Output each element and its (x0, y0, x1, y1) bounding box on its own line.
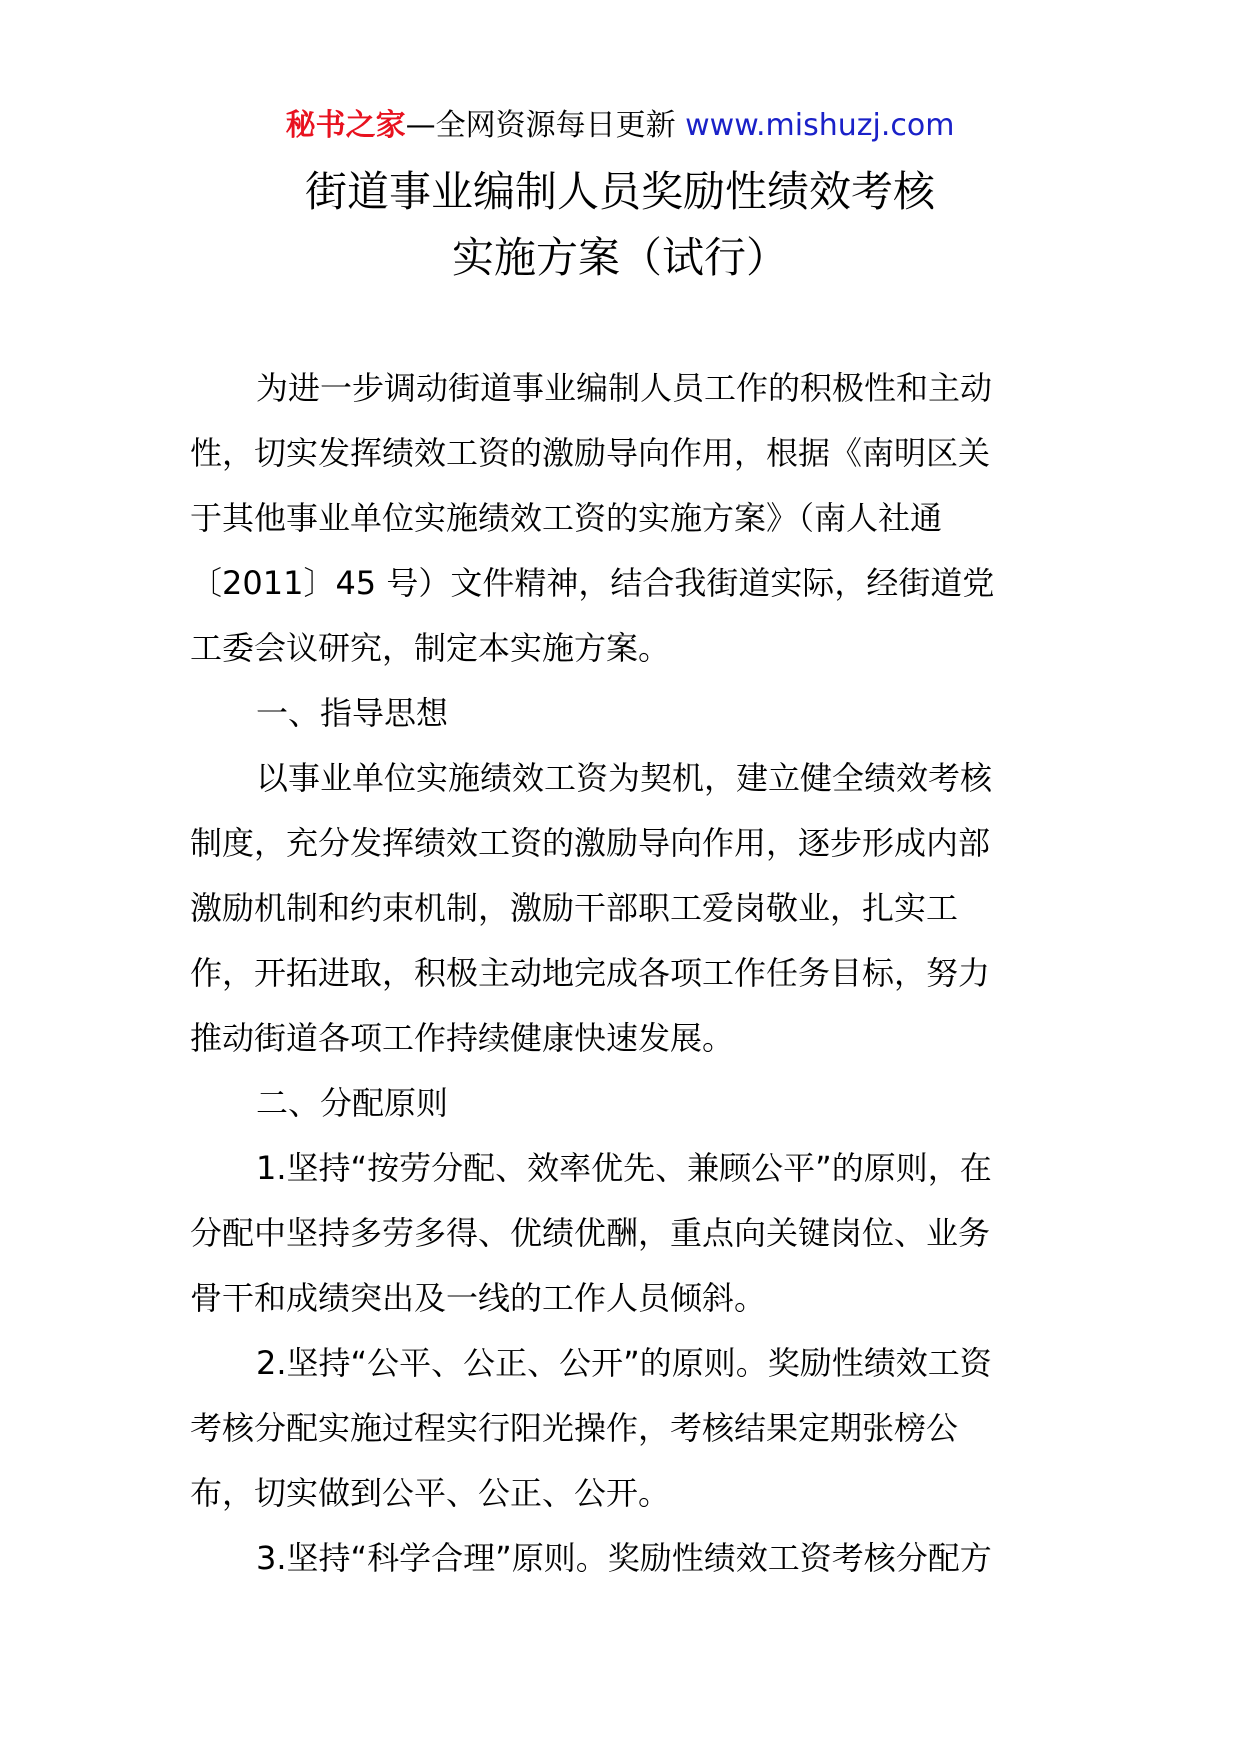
paragraph-ideology-line-2: 制度，充分发挥绩效工资的激励导向作用，逐步形成内部 (190, 824, 991, 862)
paragraph-intro-line-1: 为进一步调动街道事业编制人员工作的积极性和主动 (256, 369, 993, 407)
principle-1-line-2: 分配中坚持多劳多得、优绩优酬，重点向关键岗位、业务 (190, 1214, 991, 1252)
site-header (0, 104, 1240, 148)
principle-2-line-2: 考核分配实施过程实行阳光操作，考核结果定期张榜公 (190, 1409, 959, 1447)
document-title-line-2: 实施方案（试行） (451, 233, 788, 282)
paragraph-ideology-line-4: 作，开拓进取，积极主动地完成各项工作任务目标，努力 (190, 954, 991, 992)
paragraph-ideology-line-5: 推动街道各项工作持续健康快速发展。 (190, 1019, 735, 1057)
brand-name: 秘书之家 (285, 108, 406, 143)
paragraph-ideology-line-1: 以事业单位实施绩效工资为契机，建立健全绩效考核 (256, 759, 993, 797)
principle-2-line-1: 2.坚持“公平、公正、公开”的原则。奖励性绩效工资 (256, 1344, 992, 1382)
principle-3-line-1: 3.坚持“科学合理”原则。奖励性绩效工资考核分配方 (256, 1539, 992, 1577)
document-body (190, 356, 1056, 1591)
site-url-link[interactable]: www.mishuzj.com (685, 108, 955, 143)
section-heading-guiding-ideology: 一、指导思想 (256, 694, 449, 732)
principle-2-line-3: 布，切实做到公平、公正、公开。 (190, 1474, 671, 1512)
paragraph-ideology-line-3: 激励机制和约束机制，激励干部职工爱岗敬业，扎实工 (190, 889, 959, 927)
paragraph-intro-line-5: 工委会议研究，制定本实施方案。 (190, 629, 671, 667)
principle-1-line-1: 1.坚持“按劳分配、效率优先、兼顾公平”的原则，在 (256, 1149, 992, 1187)
paragraph-intro-line-3: 于其他事业单位实施绩效工资的实施方案》（南人社通 (190, 499, 943, 537)
principle-1-line-3: 骨干和成绩突出及一线的工作人员倾斜。 (190, 1279, 767, 1317)
paragraph-intro-line-4: 〔2011〕45 号）文件精神，结合我街道实际，经街道党 (190, 564, 995, 602)
paragraph-intro-line-2: 性，切实发挥绩效工资的激励导向作用，根据《南明区关 (190, 434, 991, 472)
section-heading-distribution-principles: 二、分配原则 (256, 1084, 449, 1122)
header-tagline: —全网资源每日更新 (405, 108, 686, 143)
document-title-line-1: 街道事业编制人员奖励性绩效考核 (304, 167, 935, 216)
